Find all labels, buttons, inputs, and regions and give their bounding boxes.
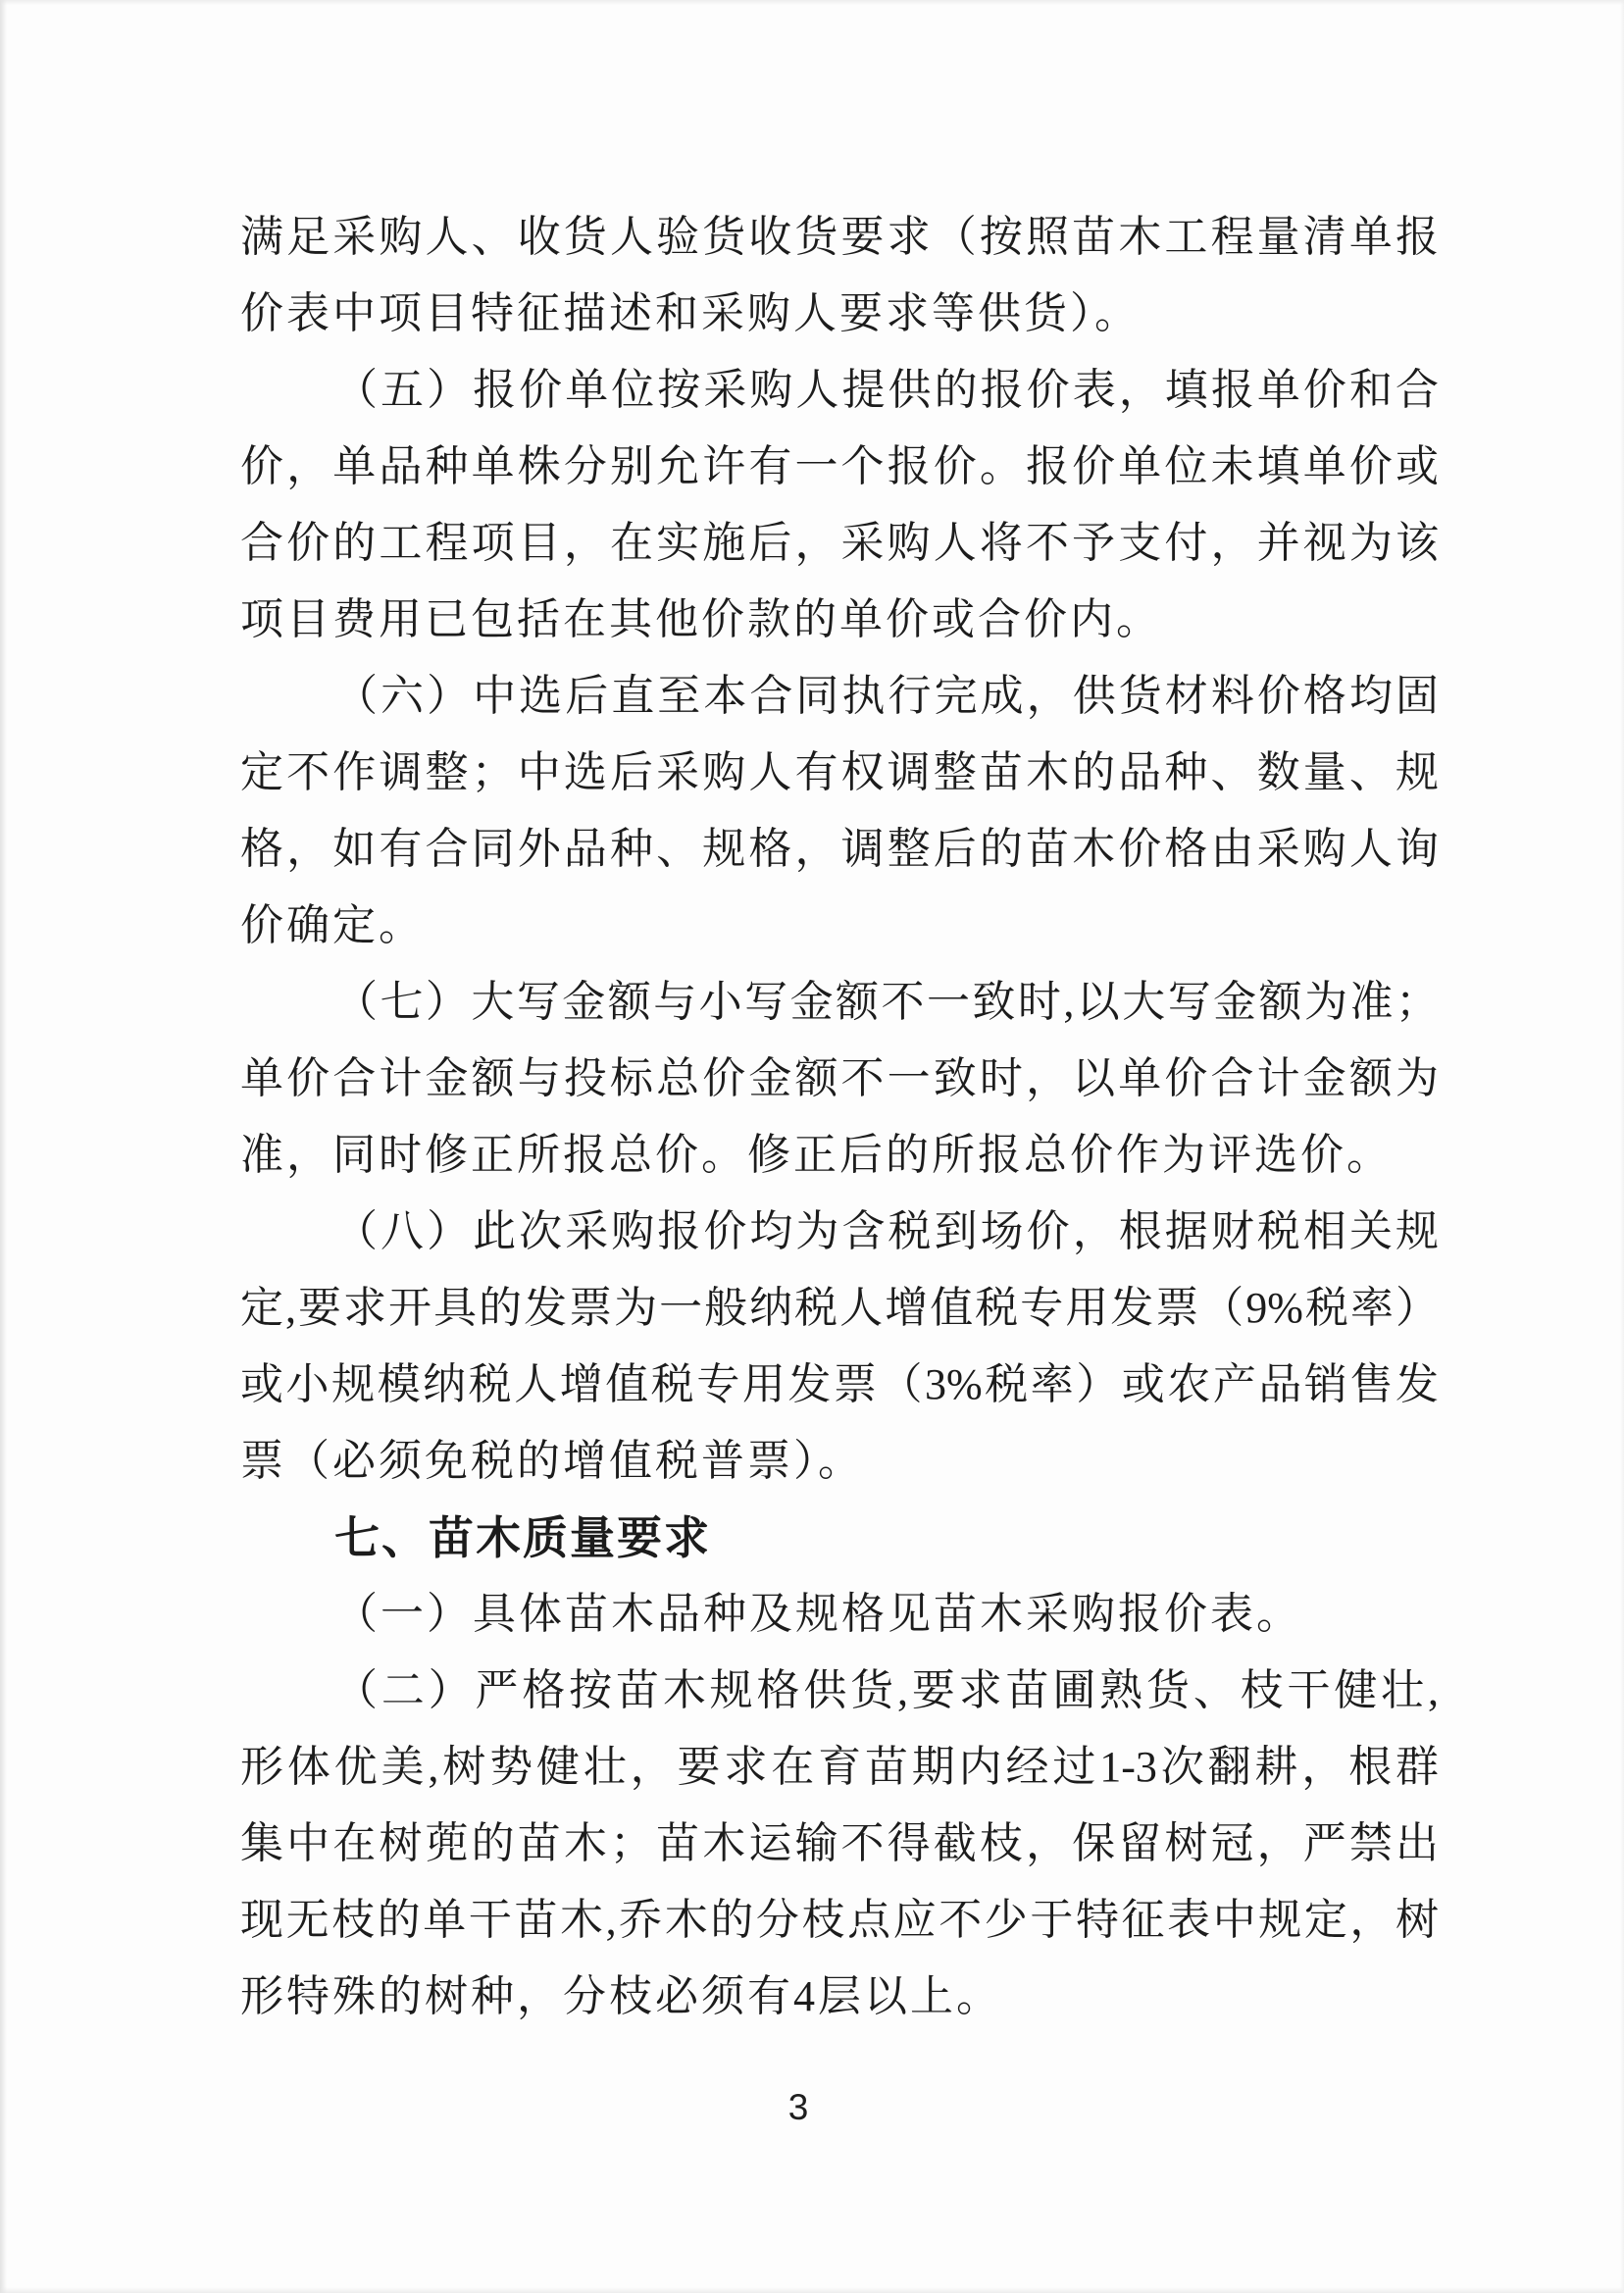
doc-line: 形体优美,树势健壮，要求在育苗期内经过1-3次翻耕，根群 <box>240 1743 1439 1791</box>
doc-line: 价确定。 <box>240 901 425 949</box>
doc-line: 集中在树蔸的苗木；苗木运输不得截枝，保留树冠，严禁出 <box>240 1819 1439 1867</box>
page-number: 3 <box>787 2087 809 2127</box>
doc-line: 价表中项目特征描述和采购人要求等供货）。 <box>240 289 1141 337</box>
doc-line: 或小规模纳税人增值税专用发票（3%税率）或农产品销售发 <box>240 1360 1439 1408</box>
doc-line: 定不作调整；中选后采购人有权调整苗木的品种、数量、规 <box>240 748 1439 796</box>
doc-line: （六）中选后直至本合同执行完成，供货材料价格均固 <box>334 672 1439 720</box>
doc-line: 价，单品种单株分别允许有一个报价。报价单位未填单价或 <box>240 442 1439 490</box>
doc-line: 定,要求开具的发票为一般纳税人增值税专用发票（9%税率） <box>240 1284 1439 1332</box>
doc-line: 合价的工程项目，在实施后，采购人将不予支付，并视为该 <box>240 519 1439 567</box>
doc-line: 单价合计金额与投标总价金额不一致时，以单价合计金额为 <box>240 1054 1439 1102</box>
doc-line: （二）严格按苗木规格供货,要求苗圃熟货、枝干健壮, <box>334 1666 1439 1714</box>
doc-line: 项目费用已包括在其他价款的单价或合价内。 <box>240 595 1162 643</box>
doc-line: 准，同时修正所报总价。修正后的所报总价作为评选价。 <box>240 1131 1393 1179</box>
doc-line: （八）此次采购报价均为含税到场价，根据财税相关规 <box>334 1207 1439 1255</box>
doc-line: 满足采购人、收货人验货收货要求（按照苗木工程量清单报 <box>240 213 1439 261</box>
doc-line: 票（必须免税的增值税普票）。 <box>240 1437 864 1485</box>
section-heading: 七、苗木质量要求 <box>334 1512 711 1563</box>
doc-line: （七）大写金额与小写金额不一致时,以大写金额为准； <box>334 978 1439 1026</box>
text-block <box>240 199 1439 2035</box>
doc-line: 形特殊的树种，分枝必须有4层以上。 <box>240 1972 1002 2020</box>
doc-line: 现无枝的单干苗木,乔木的分枝点应不少于特征表中规定，树 <box>240 1896 1439 1944</box>
doc-line: （五）报价单位按采购人提供的报价表，填报单价和合 <box>334 366 1439 414</box>
doc-line: 格，如有合同外品种、规格，调整后的苗木价格由采购人询 <box>240 825 1439 873</box>
doc-line: （一）具体苗木品种及规格见苗木采购报价表。 <box>334 1590 1302 1638</box>
